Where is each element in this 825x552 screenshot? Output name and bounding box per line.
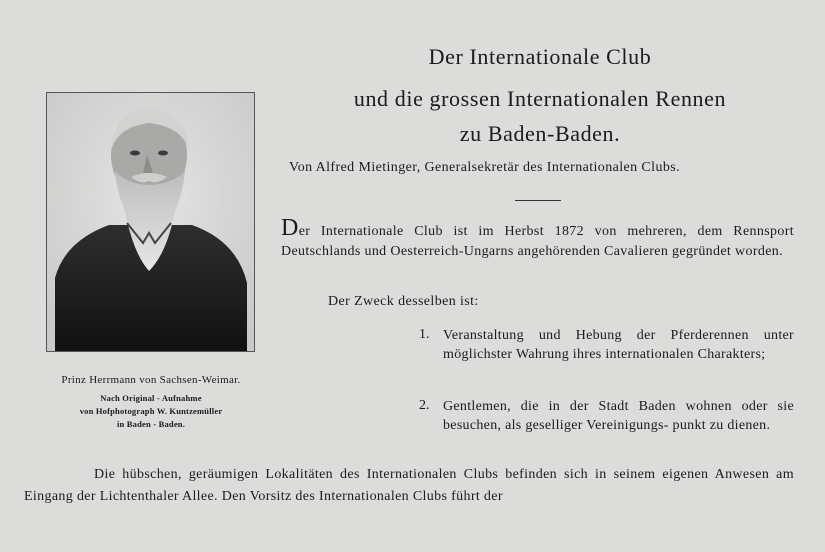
intro-text: er Internationale Club ist im Herbst 1872 von mehreren, dem Rennsport Deutschlands und Oesterreich-Ungarns angehörenden Cavalieren gegründet worden. (281, 224, 794, 259)
photo-credit-line-3: in Baden - Baden. (116, 419, 186, 429)
drop-cap: D (281, 215, 299, 241)
photo-credit-line-2: von Hofphotograph W. Kuntzemüller (79, 406, 223, 416)
list-item-text: Gentlemen, die in der Stadt Baden wohnen oder sie besuchen, als geselliger Vereinigungs- punkt zu dienen. (443, 399, 794, 433)
list-item-text: Veranstaltung und Hebung der Pferderennen unter möglichster Wahrung ihres internationalen Charakters; (443, 328, 794, 362)
list-item-number: 1. (419, 327, 430, 342)
portrait-caption: Prinz Herrmann von Sachsen-Weimar. (61, 374, 241, 386)
section-divider (515, 200, 561, 201)
article-title-line-2: und die grossen Internationalen Rennen (353, 86, 727, 111)
list-item-number: 2. (419, 398, 430, 413)
purpose-heading: Der Zweck desselben ist: (328, 294, 479, 309)
intro-paragraph (281, 215, 794, 262)
article-title-line-1: Der Internationale Club (428, 44, 652, 69)
portrait-figure (47, 93, 254, 351)
photo-credit-line-1: Nach Original - Aufnahme (100, 393, 202, 403)
author-byline: Von Alfred Mietinger, Generalsekretär des Internationalen Clubs. (289, 160, 681, 175)
portrait-photo (46, 92, 255, 352)
article-title-line-3: zu Baden-Baden. (459, 121, 621, 146)
closing-paragraph: Die hübschen, geräumigen Lokalitäten des Internationalen Clubs befinden sich in seinem eigenen Anwesen am Eingang der Lichtenthaler Allee. Den Vorsitz des Internationalen Clubs führt der (24, 467, 794, 504)
